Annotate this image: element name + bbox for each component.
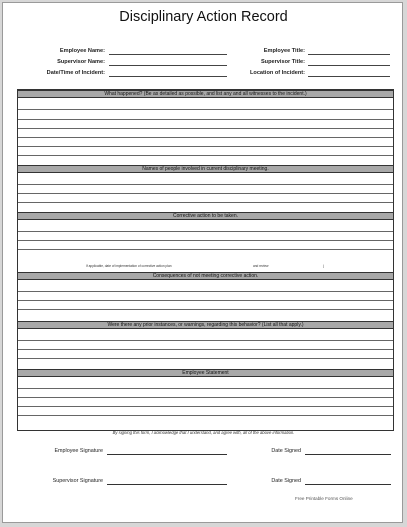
writing-line[interactable] bbox=[18, 249, 393, 250]
supervisor-title-label: Supervisor Title: bbox=[260, 59, 305, 65]
date-signed-field-2[interactable] bbox=[305, 484, 391, 485]
incident-datetime-label: Date/Time of Incident: bbox=[46, 70, 105, 76]
section-header-what-happened: What happened? (Be as detailed as possible, and list any and all witnesses to the incident.) bbox=[18, 90, 393, 98]
writing-line[interactable] bbox=[18, 349, 393, 350]
date-signed-label-1: Date Signed bbox=[271, 448, 301, 454]
page-title: Disciplinary Action Record bbox=[119, 9, 288, 25]
form-page bbox=[2, 2, 403, 523]
writing-line[interactable] bbox=[18, 155, 393, 156]
footer-credit: Free Printable Forms Online bbox=[295, 496, 353, 501]
writing-line[interactable] bbox=[18, 340, 393, 341]
employee-title-field[interactable] bbox=[308, 54, 390, 55]
supervisor-name-label: Supervisor Name: bbox=[57, 59, 105, 65]
writing-line[interactable] bbox=[18, 231, 393, 232]
writing-line[interactable] bbox=[18, 202, 393, 203]
acknowledgement-text: By signing this form, I acknowledge that I understand, and agree with, all of the above information. bbox=[112, 430, 295, 435]
employee-name-field[interactable] bbox=[109, 54, 227, 55]
implementation-date-note: If applicable, date of implementation of corrective action plan bbox=[86, 264, 172, 268]
writing-line[interactable] bbox=[18, 146, 393, 147]
employee-name-label: Employee Name: bbox=[59, 48, 105, 54]
incident-location-field[interactable] bbox=[308, 76, 390, 77]
supervisor-title-field[interactable] bbox=[308, 65, 390, 66]
writing-line[interactable] bbox=[18, 109, 393, 110]
writing-line[interactable] bbox=[18, 358, 393, 359]
review-date-note: and review bbox=[253, 264, 269, 268]
writing-line[interactable] bbox=[18, 291, 393, 292]
writing-line[interactable] bbox=[18, 184, 393, 185]
section-header-corrective-action: Corrective action to be taken. bbox=[18, 212, 393, 220]
employee-title-label: Employee Title: bbox=[263, 48, 305, 54]
writing-line[interactable] bbox=[18, 240, 393, 241]
writing-line[interactable] bbox=[18, 406, 393, 407]
employee-signature-label: Employee Signature bbox=[54, 448, 103, 454]
writing-line[interactable] bbox=[18, 137, 393, 138]
writing-line[interactable] bbox=[18, 193, 393, 194]
supervisor-signature-field[interactable] bbox=[107, 484, 227, 485]
supervisor-signature-label: Supervisor Signature bbox=[52, 478, 103, 484]
form-body bbox=[17, 89, 394, 431]
supervisor-name-field[interactable] bbox=[109, 65, 227, 66]
section-header-prior-instances: Were there any prior instances, or warnings, regarding this behavior? (List all that apply.) bbox=[18, 321, 393, 329]
writing-line[interactable] bbox=[18, 300, 393, 301]
writing-line[interactable] bbox=[18, 119, 393, 120]
section-header-employee-statement: Employee Statement bbox=[18, 369, 393, 377]
incident-datetime-field[interactable] bbox=[109, 76, 227, 77]
writing-line[interactable] bbox=[18, 415, 393, 416]
writing-line[interactable] bbox=[18, 397, 393, 398]
incident-location-label: Location of Incident: bbox=[249, 70, 305, 76]
date-signed-field-1[interactable] bbox=[305, 454, 391, 455]
writing-line[interactable] bbox=[18, 388, 393, 389]
review-date-note-end: ( bbox=[323, 264, 325, 268]
writing-line[interactable] bbox=[18, 128, 393, 129]
section-header-consequences: Consequences of not meeting corrective action. bbox=[18, 272, 393, 280]
writing-line[interactable] bbox=[18, 309, 393, 310]
section-header-names: Names of people involved in current disciplinary meeting. bbox=[18, 165, 393, 173]
employee-signature-field[interactable] bbox=[107, 454, 227, 455]
date-signed-label-2: Date Signed bbox=[271, 478, 301, 484]
